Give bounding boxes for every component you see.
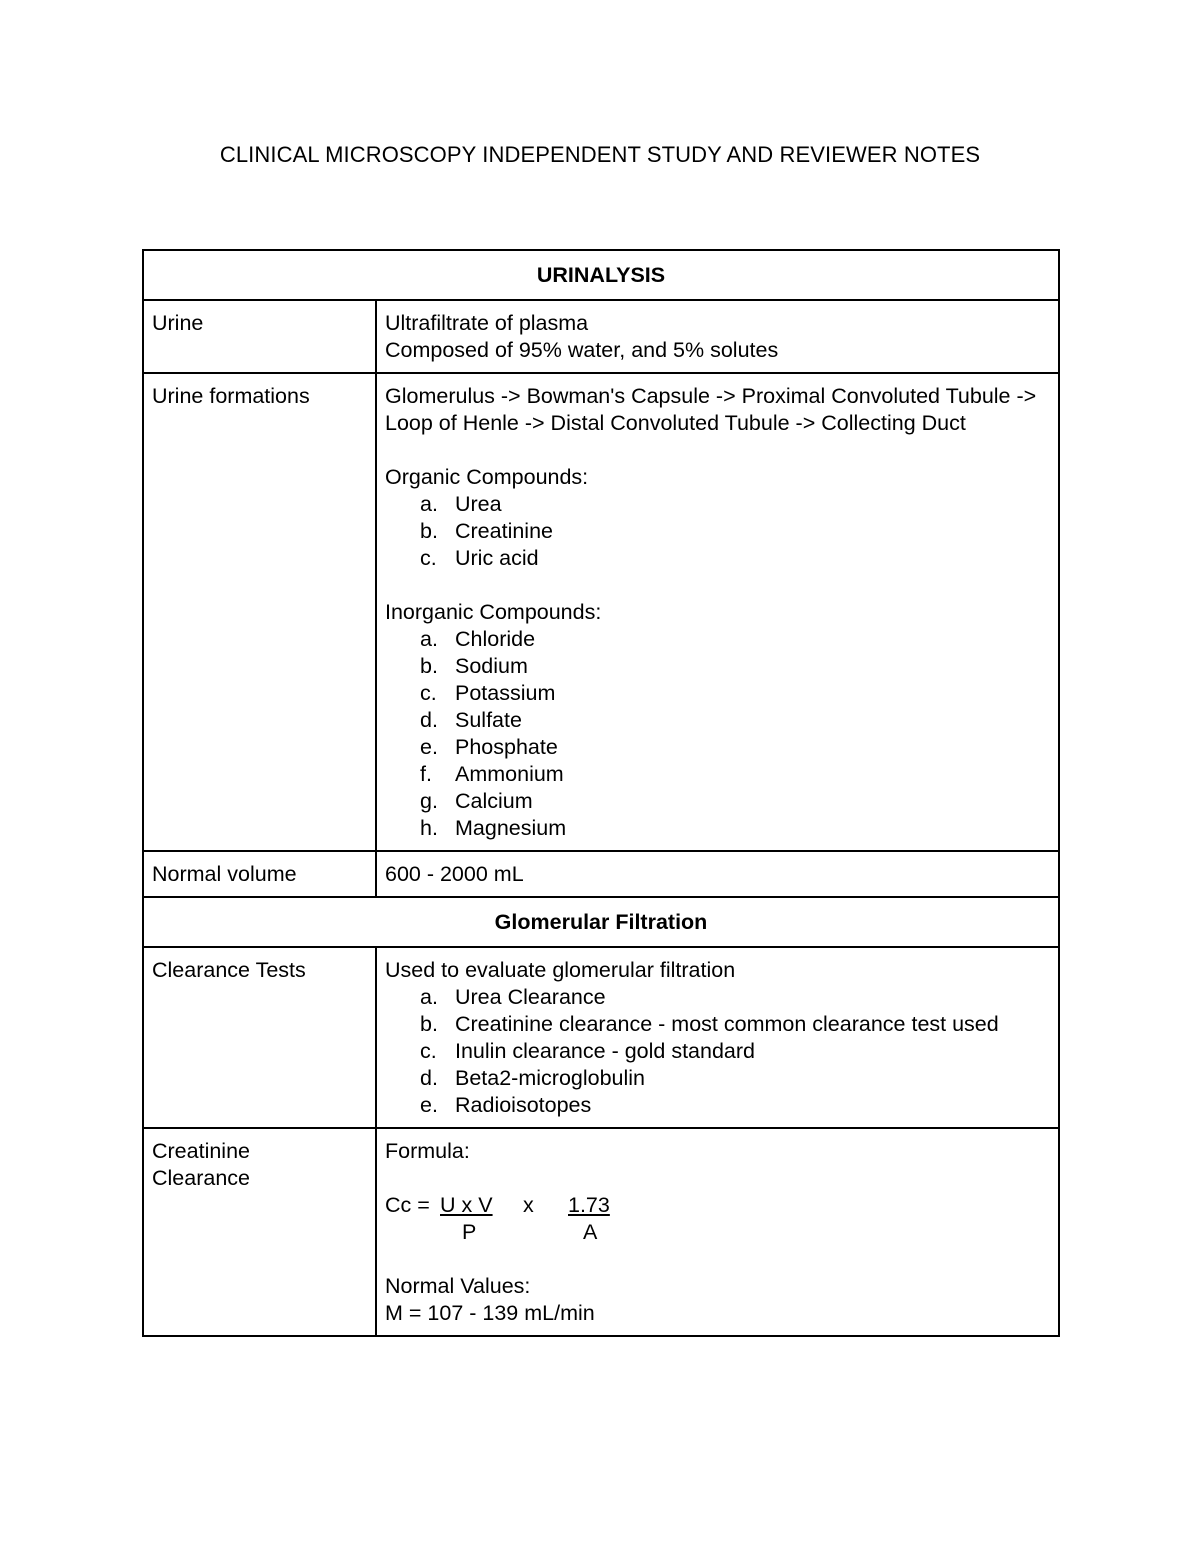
list-text: Calcium [455, 789, 533, 813]
list-marker: f. [420, 762, 432, 786]
list-marker: b. [420, 519, 438, 543]
list-marker: e. [420, 735, 438, 759]
label-line: Clearance [152, 1166, 250, 1190]
normal-values-male: M = 107 - 139 mL/min [385, 1301, 595, 1325]
row-content-normal-volume: 600 - 2000 mL [376, 851, 1059, 897]
row-label-urine-formations: Urine formations [143, 373, 376, 851]
notes-table [142, 249, 1060, 1337]
row-label-clearance-tests: Clearance Tests [143, 947, 376, 1128]
list-marker: c. [420, 681, 437, 705]
list-marker: d. [420, 708, 438, 732]
formula-title: Formula: [385, 1139, 470, 1163]
list-marker: a. [420, 492, 438, 516]
normal-values-title: Normal Values: [385, 1274, 531, 1298]
formula-times: x [523, 1193, 534, 1217]
list-item [385, 491, 1050, 518]
list-marker: c. [420, 546, 437, 570]
list-marker: c. [420, 1039, 437, 1063]
list-item [385, 734, 1050, 761]
list-item [385, 1065, 1050, 1092]
row-content-creatinine-clearance [376, 1128, 1059, 1336]
list-marker: d. [420, 1066, 438, 1090]
list-item [385, 545, 1050, 572]
formula-lhs: Cc = [385, 1193, 430, 1217]
section-heading-glomerular-filtration: Glomerular Filtration [143, 897, 1059, 947]
list-text: Beta2-microglobulin [455, 1066, 646, 1090]
section-heading-urinalysis: URINALYSIS [143, 250, 1059, 300]
list-text: Phosphate [455, 735, 558, 759]
clearance-tests-list [385, 984, 1050, 1119]
label-line: Creatinine [152, 1139, 250, 1163]
list-text: Inulin clearance - gold standard [455, 1039, 755, 1063]
list-item [385, 653, 1050, 680]
list-marker: g. [420, 789, 438, 813]
list-item [385, 1011, 1050, 1038]
list-marker: b. [420, 654, 438, 678]
list-text: Creatinine clearance - most common clearance test used [455, 1012, 999, 1036]
row-label-creatinine-clearance [143, 1128, 376, 1336]
row-content-urine-formations [376, 373, 1059, 851]
list-text: Radioisotopes [455, 1093, 592, 1117]
list-item [385, 707, 1050, 734]
formula-numerator: U x V [440, 1193, 493, 1217]
row-content-urine [376, 300, 1059, 373]
formula-factor-numerator: 1.73 [568, 1193, 610, 1217]
inorganic-compounds-title: Inorganic Compounds: [385, 600, 602, 624]
list-item [385, 815, 1050, 842]
list-marker: h. [420, 816, 438, 840]
row-label-normal-volume: Normal volume [143, 851, 376, 897]
inorganic-compounds-list [385, 626, 1050, 842]
list-marker: e. [420, 1093, 438, 1117]
list-text: Urea [455, 492, 502, 516]
table-row [143, 947, 1059, 1128]
list-text: Urea Clearance [455, 985, 606, 1009]
row-content-clearance-tests [376, 947, 1059, 1128]
row-label-urine: Urine [143, 300, 376, 373]
organic-compounds-list [385, 491, 1050, 572]
document-title: CLINICAL MICROSCOPY INDEPENDENT STUDY AND REVIEWER NOTES [219, 142, 981, 167]
list-marker: b. [420, 1012, 438, 1036]
list-marker: a. [420, 985, 438, 1009]
list-text: Sodium [455, 654, 528, 678]
formula-denominator: P [462, 1220, 477, 1244]
list-text: Potassium [455, 681, 556, 705]
list-item [385, 518, 1050, 545]
list-item [385, 626, 1050, 653]
text-line: Ultrafiltrate of plasma [385, 311, 589, 335]
list-marker: a. [420, 627, 438, 651]
section-header-row [143, 250, 1059, 300]
creatinine-clearance-formula [385, 1192, 1050, 1246]
table-row [143, 851, 1059, 897]
list-item [385, 984, 1050, 1011]
list-text: Uric acid [455, 546, 539, 570]
table-row [143, 300, 1059, 373]
list-item [385, 788, 1050, 815]
list-text: Creatinine [455, 519, 553, 543]
list-item [385, 1092, 1050, 1119]
list-item [385, 761, 1050, 788]
formula-factor-denominator: A [583, 1220, 598, 1244]
formation-pathway: Glomerulus -> Bowman's Capsule -> Proximal Convoluted Tubule -> Loop of Henle -> Distal Convoluted Tubule -> Collecting Duct [385, 384, 1037, 435]
section-header-row [143, 897, 1059, 947]
table-row [143, 1128, 1059, 1336]
list-item [385, 1038, 1050, 1065]
list-text: Chloride [455, 627, 536, 651]
text-line: Composed of 95% water, and 5% solutes [385, 338, 779, 362]
table-row [143, 373, 1059, 851]
organic-compounds-title: Organic Compounds: [385, 465, 589, 489]
list-text: Sulfate [455, 708, 522, 732]
list-text: Ammonium [455, 762, 564, 786]
clearance-intro: Used to evaluate glomerular filtration [385, 958, 736, 982]
list-text: Magnesium [455, 816, 567, 840]
list-item [385, 680, 1050, 707]
